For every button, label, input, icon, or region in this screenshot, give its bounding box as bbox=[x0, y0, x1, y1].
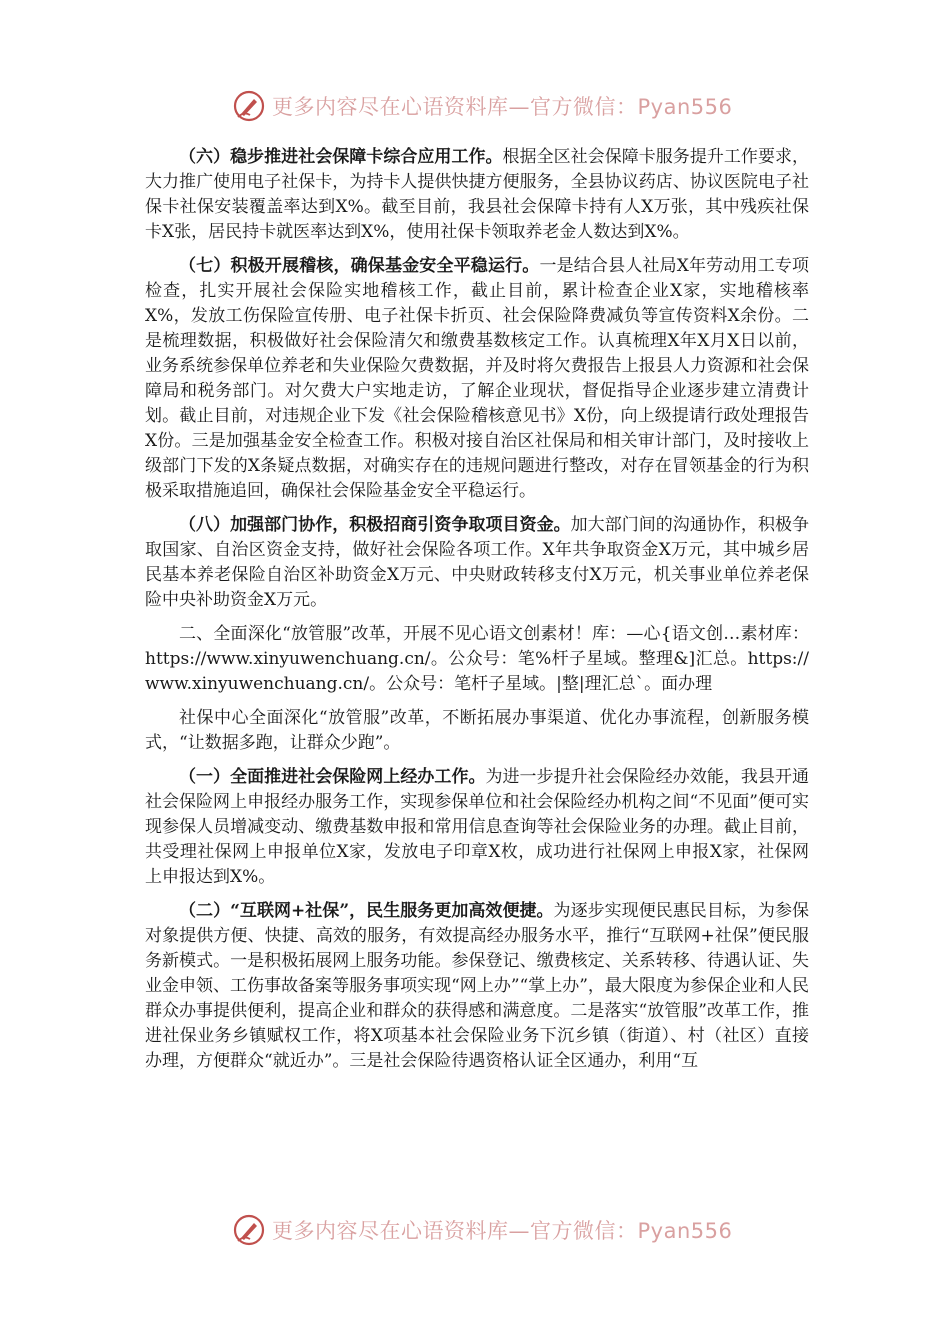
paragraph-heading: （一）全面推进社会保险网上经办工作。 bbox=[179, 767, 486, 787]
paragraph-heading: （七）积极开展稽核，确保基金安全平稳运行。 bbox=[179, 256, 540, 276]
paragraph-text: 根据全区社会保障卡服务提升工作要求，大力推广使用电子社保卡，为持卡人提供快捷方便服务，全县协议药店、协议医院电子社保卡社保安装覆盖率达到X%。截至目前，我县社会保障卡持有人X万张，其中残疾社保卡X张，居民持卡就医率达到X%，使用社保卡领取养老金人数达到X%。 bbox=[145, 147, 810, 242]
watermark-text: 更多内容尽在心语资料库—官方微信：Pyan556 bbox=[272, 1219, 733, 1243]
paragraph-1 bbox=[145, 765, 809, 890]
paragraph-2 bbox=[145, 899, 809, 1074]
section-two-intro bbox=[145, 706, 809, 756]
paragraph-8 bbox=[145, 513, 809, 613]
paragraph-6 bbox=[145, 145, 809, 245]
watermark-text: 更多内容尽在心语资料库—官方微信：Pyan556 bbox=[272, 95, 733, 119]
pen-logo-icon bbox=[232, 1213, 266, 1247]
paragraph-text: 一是结合县人社局X年劳动用工专项检查，扎实开展社会保险实地稽核工作，截止目前，累计检查企业X家，实地稽核率X%，发放工伤保险宣传册、电子社保卡折页、社会保险降费减负等宣传资料X余份。二是梳理数据，积极做好社会保险清欠和缴费基数核定工作。认真梳理X年X月X日以前，业务系统参保单位养老和失业保险欠费数据，并及时将欠费报告上报县人力资源和社会保障局和税务部门。对欠费大户实地走访，了解企业现状，督促指导企业逐步建立清费计划。截止目前，对违规企业下发《社会保险稽核意见书》X份，向上级提请行政处理报告X份。三是加强基金安全检查工作。积极对接自治区社保局和相关审计部门，及时接收上级部门下发的X条疑点数据，对确实存在的违规问题进行整改，对存在冒领基金的行为积极采取措施追回，确保社会保险基金安全平稳运行。 bbox=[145, 256, 809, 501]
paragraph-7 bbox=[145, 254, 809, 504]
header-watermark-banner bbox=[232, 86, 752, 126]
paragraph-heading: （六）稳步推进社会保障卡综合应用工作。 bbox=[179, 147, 503, 167]
paragraph-heading: （八）加强部门协作，积极招商引资争取项目资金。 bbox=[179, 515, 571, 535]
paragraph-text: 加大部门间的沟通协作，积极争取国家、自治区资金支持，做好社会保险各项工作。X年共争取资金X万元，其中城乡居民基本养老保险自治区补助资金X万元、中央财政转移支付X万元，机关事业单位养老保险中央补助资金X万元。 bbox=[145, 515, 810, 610]
pen-logo-icon bbox=[232, 89, 266, 123]
paragraph-text: 为进一步提升社会保险经办效能，我县开通社会保险网上申报经办服务工作，实现参保单位和社会保险经办机构之间“不见面”便可实现参保人员增减变动、缴费基数申报和常用信息查询等社会保险业务的办理。截止目前，共受理社保网上申报单位X家，发放电子印章X枚，成功进行社保网上申报X家，社保网上申报达到X%。 bbox=[145, 767, 809, 887]
document-body bbox=[145, 145, 809, 1083]
section-two-heading bbox=[145, 622, 809, 697]
footer-watermark-banner bbox=[232, 1210, 752, 1250]
paragraph-text: 社保中心全面深化“放管服”改革，不断拓展办事渠道、优化办事流程，创新服务模式，“让数据多跑，让群众少跑”。 bbox=[145, 708, 809, 753]
paragraph-text: 二、全面深化“放管服”改革，开展不见心语文创素材！库：—心{语文创…素材库：https://www.xinyuwenchuang.cn/。公众号：笔%杆子星域。整理&]汇总。https://www.xinyuwenchuang.cn/。公众号：笔杆子星域。|整|理汇总`。面办理 bbox=[145, 624, 809, 694]
paragraph-text: 为逐步实现便民惠民目标，为参保对象提供方便、快捷、高效的服务，有效提高经办服务水平，推行“互联网+社保”便民服务新模式。一是积极拓展网上服务功能。参保登记、缴费核定、关系转移、待遇认证、失业金申领、工伤事故备案等服务事项实现“网上办”“掌上办”，最大限度为参保企业和人民群众办事提供便利，提高企业和群众的获得感和满意度。二是落实“放管服”改革工作，推进社保业务乡镇赋权工作，将X项基本社会保险业务下沉乡镇（街道）、村（社区）直接办理，方便群众“就近办”。三是社会保险待遇资格认证全区通办，利用“互 bbox=[145, 901, 809, 1071]
paragraph-heading: （二）“互联网+社保”，民生服务更加高效便捷。 bbox=[179, 901, 554, 921]
